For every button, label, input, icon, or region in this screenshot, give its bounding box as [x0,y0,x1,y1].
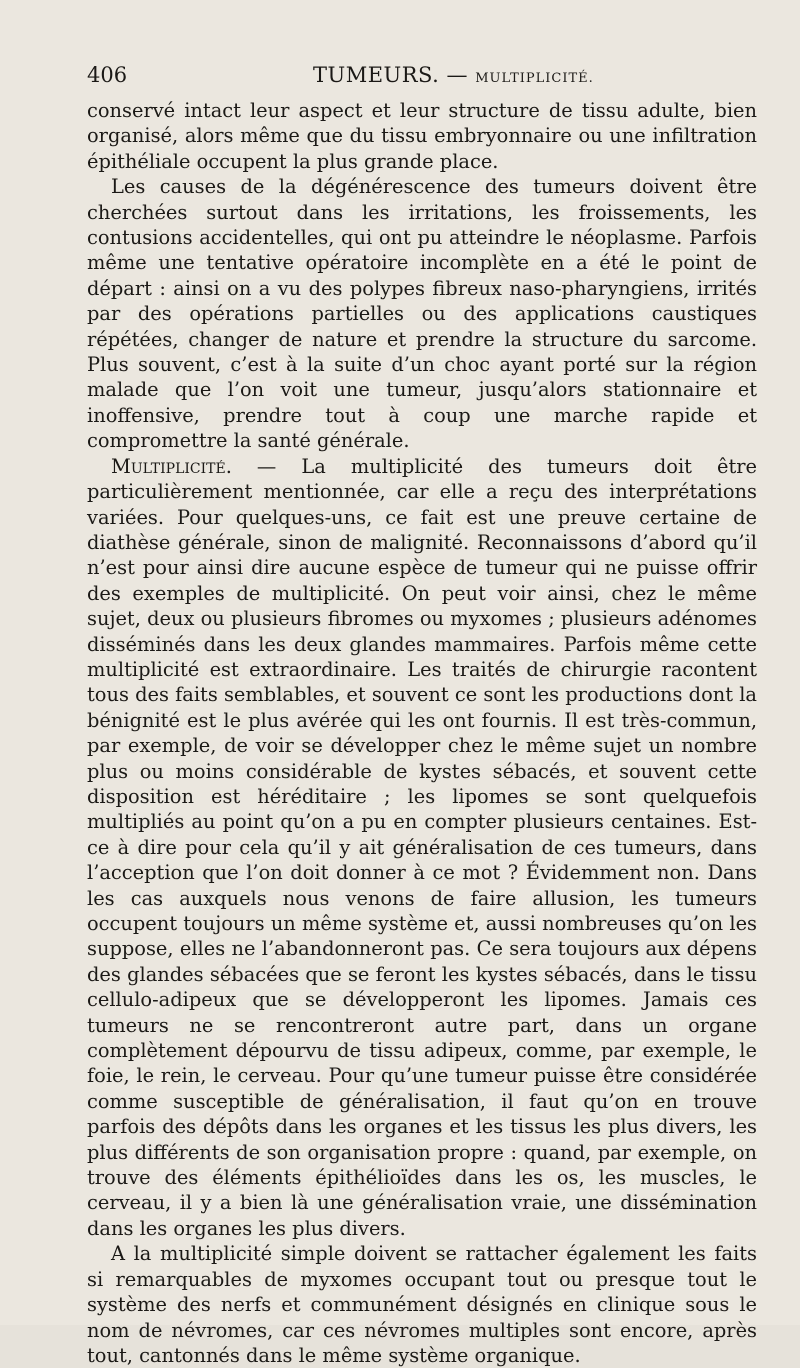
paragraph-causes: Les causes de la dégénérescence des tumeurs doivent être cherchées surtout dans les irritations, les froissements, les contusions accidentelles, qui ont pu atteindre le néoplasme. Parfois même une tentative opératoire incomplète en a été le point de départ : ainsi on a vu des polypes fibreux naso-pharyngiens, irrités par des opérations partielles ou des applications caustiques répétées, changer de nature et prendre la structure du sarcome. Plus souvent, c’est à la suite d’un choc ayant porté sur la région malade que l’on voit une tumeur, jusqu’alors stationnaire et inoffensive, prendre tout à coup une marche rapide et compromettre la santé générale. [87,175,757,453]
page-number: 406 [87,63,128,87]
running-title [313,63,594,87]
running-title-main: TUMEURS. — [313,63,469,87]
body-text [87,98,757,1368]
section-heading: Multiplicité. [111,454,232,478]
paragraph-nevromes: A la multiplicité simple doivent se rattacher également les faits si remarquables de myxomes occupant tout ou presque tout le système des nerfs et communément désignés en clinique sous le nom de névromes, car ces névromes multiples sont encore, après tout, cantonnés dans le même système organique. [87,1242,757,1367]
paragraph-multiplicite [87,454,757,1242]
paragraph-continued: conservé intact leur aspect et leur structure de tissu adulte, bien organisé, alors même que du tissu embryonnaire ou une infiltration épithéliale occupent la plus grande place. [87,99,757,173]
running-title-section: MULTIPLICITÉ. [475,71,594,86]
page-header [87,63,757,93]
paragraph-multiplicite-text: — La multiplicité des tumeurs doit être particulièrement mentionnée, car elle a reçu des interprétations variées. Pour quelques-uns, ce fait est une preuve certaine de diathèse générale, sinon de malignité. Reconnaissons d’abord qu’il n’est pour ainsi dire aucune espèce de tumeur qui ne puisse offrir des exemples de multiplicité. On peut voir ainsi, chez le même sujet, deux ou plusieurs fibromes ou myxomes ; plusieurs adénomes disséminés dans les deux glandes mammaires. Parfois même cette multiplicité est extraordinaire. Les traités de chirurgie racontent tous des faits semblables, et souvent ce sont les productions dont la bénignité est le plus avérée qui les ont fournis. Il est très-commun, par exemple, de voir se développer chez le même sujet un nombre plus ou moins considérable de kystes sébacés, et souvent cette disposition est héréditaire ; les lipomes se sont quelquefois multipliés au point qu’on a pu en compter plusieurs centaines. Est-ce à dire pour cela qu’il y ait généralisation de ces tumeurs, dans l’acception que l’on doit donner à ce mot ? Évidemment non. Dans les cas auxquels nous venons de faire allusion, les tumeurs occupent toujours un même système et, aussi nombreuses qu’on les suppose, elles ne l’abandonneront pas. Ce sera toujours aux dépens des glandes sébacées que se feront les kystes sébacés, dans le tissu cellulo-adipeux que se développeront les lipomes. Jamais ces tumeurs ne se rencontreront autre part, dans un organe complètement dépourvu de tissu adipeux, comme, par exemple, le foie, le rein, le cerveau. Pour qu’une tumeur puisse être considérée comme susceptible de généralisation, il faut qu’on en trouve parfois des dépôts dans les organes et les tissus les plus divers, les plus différents de son organisation propre : quand, par exemple, on trouve des éléments épithélioïdes dans les os, les muscles, le cerveau, il y a bien là une généralisation vraie, une dissémination dans les organes les plus divers. [87,454,757,1240]
